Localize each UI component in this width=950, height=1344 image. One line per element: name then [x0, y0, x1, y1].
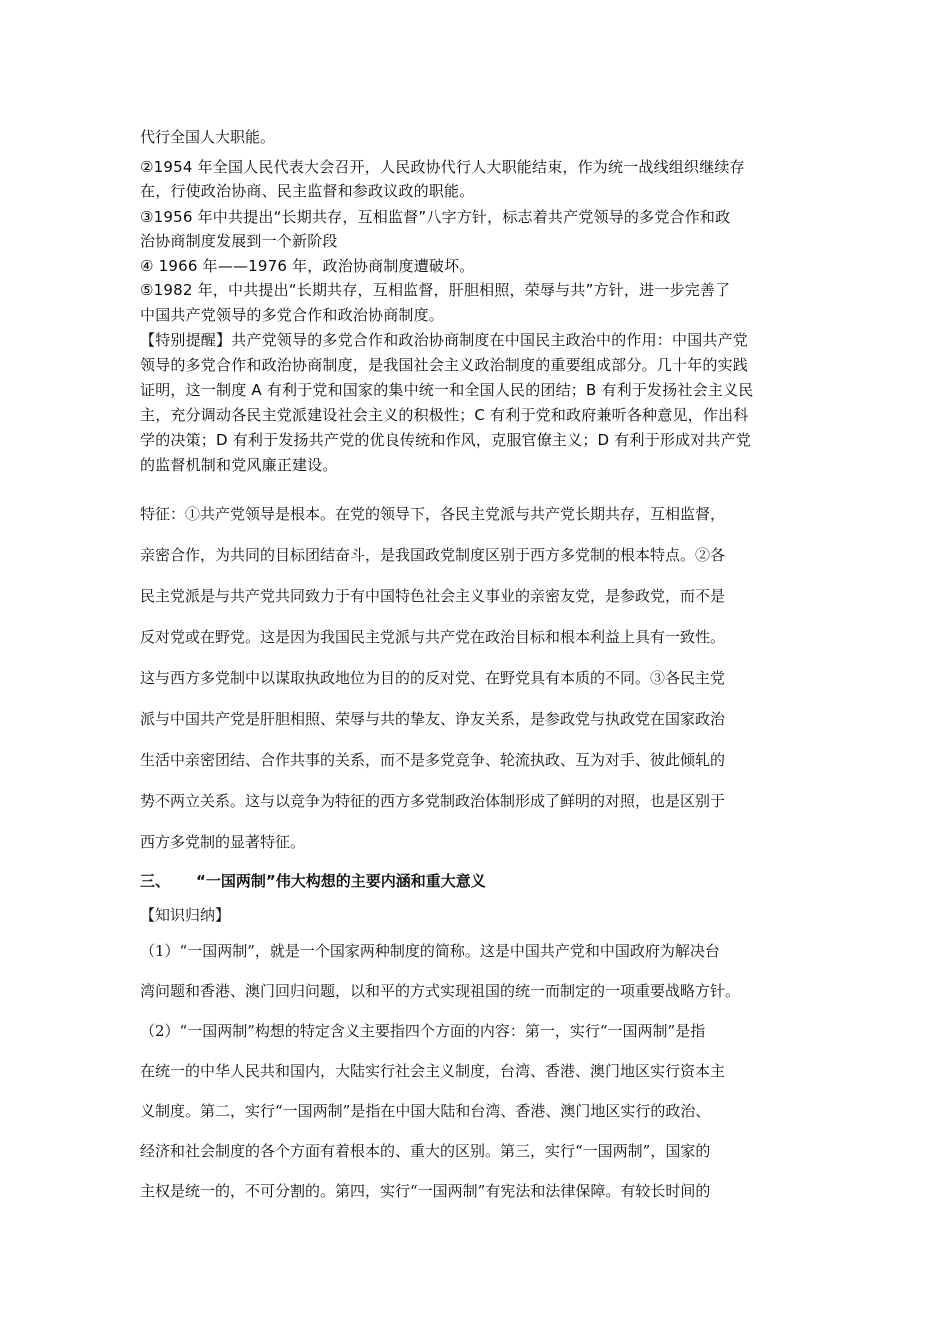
knowledge-line: （1）“一国两制”，就是一个国家两种制度的简称。这是中国共产党和中国政府为解决台	[140, 942, 720, 960]
scan-line: 学的决策；D 有利于发扬共产党的优良传统和作风，克服官僚主义；D 有利于形成对共产党	[140, 431, 752, 449]
scan-line: ③1956 年中共提出“长期共存，互相监督”八字方针，标志着共产党领导的多党合作和政	[140, 208, 731, 226]
scan-line: 的监督机制和党风廉正建设。	[140, 456, 338, 474]
section-number: 三、	[140, 872, 171, 890]
feature-line: 西方多党制的显著特征。	[140, 833, 306, 851]
scanned-excerpt	[140, 154, 830, 484]
knowledge-line: 经济和社会制度的各个方面有着根本的、重大的区别。第三，实行“一国两制”，国家的	[140, 1142, 711, 1160]
scan-line: ②1954 年全国人民代表大会召开，人民政协代行人大职能结束，作为统一战线组织继续存	[140, 158, 745, 176]
knowledge-line: （2）“一国两制”构想的特定含义主要指四个方面的内容：第一，实行“一国两制”是指	[140, 1022, 706, 1040]
scan-line: 治协商制度发展到一个新阶段	[140, 232, 338, 250]
knowledge-label: 【知识归纳】	[140, 906, 231, 924]
scan-line: 主，充分调动各民主党派建设社会主义的积极性；C 有利于党和政府兼听各种意见，作出科	[140, 406, 749, 424]
feature-line: 势不两立关系。这与以竞争为特征的西方多党制政治体制形成了鲜明的对照，也是区别于	[140, 792, 726, 810]
scan-line: 在，行使政治协商、民主监督和参政议政的职能。	[140, 182, 475, 200]
feature-line: 民主党派是与共产党共同致力于有中国特色社会主义事业的亲密友党，是参政党，而不是	[140, 587, 726, 605]
scan-line: 领导的多党合作和政治协商制度，是我国社会主义政治制度的重要组成部分。几十年的实践	[140, 356, 749, 374]
feature-line: 派与中国共产党是肝胆相照、荣辱与共的挚友、诤友关系，是参政党与执政党在国家政治	[140, 710, 726, 728]
feature-line: 反对党或在野党。这是因为我国民主党派与共产党在政治目标和根本利益上具有一致性。	[140, 628, 726, 646]
scan-line: 【特别提醒】共产党领导的多党合作和政治协商制度在中国民主政治中的作用：中国共产党	[140, 331, 749, 349]
scan-line: 中国共产党领导的多党合作和政治协商制度。	[140, 306, 445, 324]
knowledge-line: 义制度。第二，实行“一国两制”是指在中国大陆和台湾、香港、澳门地区实行的政治、	[140, 1102, 711, 1120]
scan-line: 证明，这一制度 A 有利于党和国家的集中统一和全国人民的团结；B 有利于发扬社会主义民	[140, 381, 754, 399]
feature-line: 特征：①共产党领导是根本。在党的领导下，各民主党派与共产党长期共存，互相监督，	[140, 505, 726, 523]
feature-line: 这与西方多党制中以谋取执政地位为目的的反对党、在野党具有本质的不同。③各民主党	[140, 669, 726, 687]
knowledge-line: 在统一的中华人民共和国内，大陆实行社会主义制度，台湾、香港、澳门地区实行资本主	[140, 1062, 726, 1080]
paragraph-line: 代行全国人大职能。	[140, 128, 276, 146]
feature-line: 亲密合作，为共同的目标团结奋斗，是我国政党制度区别于西方多党制的根本特点。②各	[140, 546, 726, 564]
section-title: “一国两制”伟大构想的主要内涵和重大意义	[196, 872, 486, 890]
knowledge-line: 湾问题和香港、澳门回归问题，以和平的方式实现祖国的统一而制定的一项重要战略方针。	[140, 982, 741, 1000]
feature-line: 生活中亲密团结、合作共事的关系，而不是多党竞争、轮流执政、互为对手、彼此倾轧的	[140, 751, 726, 769]
scan-line: ④ 1966 年——1976 年，政治协商制度遭破坏。	[140, 257, 475, 275]
scan-line: ⑤1982 年，中共提出“长期共存，互相监督，肝胆相照，荣辱与共”方针，进一步完善了	[140, 281, 731, 299]
knowledge-line: 主权是统一的，不可分割的。第四，实行“一国两制”有宪法和法律保障。有较长时间的	[140, 1182, 711, 1200]
